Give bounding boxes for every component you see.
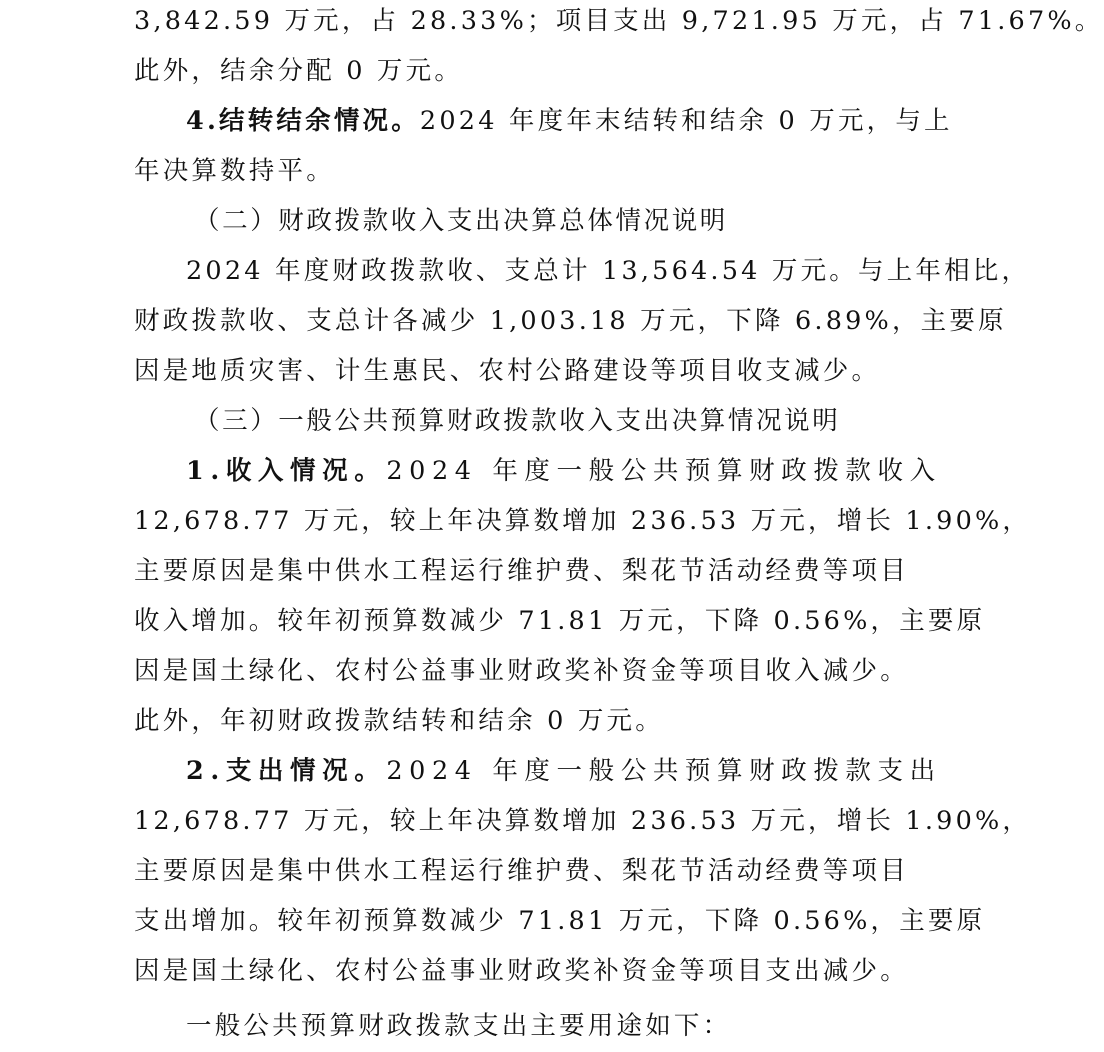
- body-text-line: 12,678.77 万元，较上年决算数增加 236.53 万元，增长 1.90%，: [134, 806, 1032, 836]
- expenditure-text: 2024 年度一般公共预算财政拨款支出: [386, 756, 942, 786]
- section-4-line: [186, 95, 953, 147]
- body-text-line: 12,678.77 万元，较上年决算数增加 236.53 万元，增长 1.90%，: [134, 506, 1032, 536]
- section-4-text: 2024 年度年末结转和结余 0 万元，与上: [419, 106, 953, 136]
- body-text-line: 因是国土绿化、农村公益事业财政奖补资金等项目收入减少。: [134, 656, 909, 686]
- body-text-line: 此外，结余分配 0 万元。: [134, 56, 464, 86]
- body-text-line: 一般公共预算财政拨款支出主要用途如下：: [186, 1011, 732, 1041]
- income-heading: 1.收入情况。: [186, 456, 387, 486]
- section-4-heading: 4.结转结余情况。: [186, 106, 420, 136]
- expenditure-heading: 2.支出情况。: [186, 756, 387, 786]
- body-text-line: 3,842.59 万元，占 28.33%；项目支出 9,721.95 万元，占 71.67%。: [134, 6, 1104, 36]
- expenditure-line: [186, 745, 946, 797]
- body-text-line: 年决算数持平。: [134, 156, 335, 186]
- body-text-line: 因是国土绿化、农村公益事业财政奖补资金等项目支出减少。: [134, 956, 909, 986]
- body-text-line: 主要原因是集中供水工程运行维护费、梨花节活动经费等项目: [134, 856, 909, 886]
- body-text-line: 2024 年度财政拨款收、支总计 13,564.54 万元。与上年相比，: [186, 256, 1031, 286]
- body-text-line: 收入增加。较年初预算数减少 71.81 万元，下降 0.56%，主要原: [134, 606, 986, 636]
- income-text: 2024 年度一般公共预算财政拨款收入: [386, 456, 942, 486]
- body-text-line: 因是地质灾害、计生惠民、农村公路建设等项目收支减少。: [134, 356, 881, 386]
- body-text-line: 财政拨款收、支总计各减少 1,003.18 万元，下降 6.89%，主要原: [134, 306, 1007, 336]
- income-line: [186, 445, 946, 497]
- subsection-heading-2: （二）财政拨款收入支出决算总体情况说明: [194, 206, 728, 236]
- body-text-line: 支出增加。较年初预算数减少 71.81 万元，下降 0.56%，主要原: [134, 906, 986, 936]
- subsection-heading-3: （三）一般公共预算财政拨款收入支出决算情况说明: [194, 406, 841, 436]
- body-text-line: 此外，年初财政拨款结转和结余 0 万元。: [134, 706, 664, 736]
- body-text-line: 主要原因是集中供水工程运行维护费、梨花节活动经费等项目: [134, 556, 909, 586]
